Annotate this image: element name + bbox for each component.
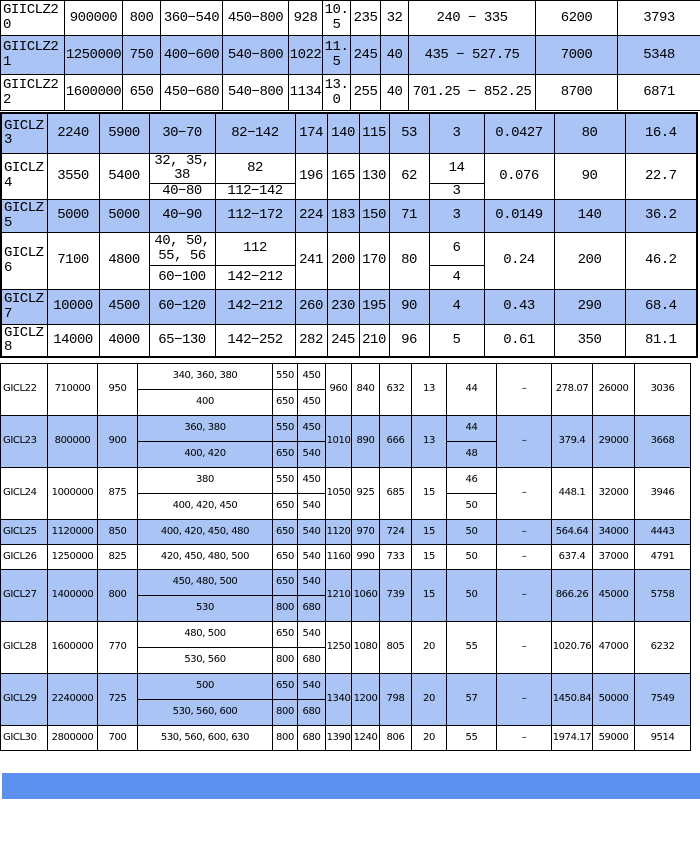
model-cell: GICLZ3 [1, 113, 47, 153]
f-cell: 5348 [618, 36, 700, 75]
speed-cell: 800 [123, 1, 161, 36]
l2-cell: 540 [298, 674, 326, 700]
B-cell: 80 [389, 232, 429, 289]
f-cell: 26000 [593, 364, 635, 416]
bore-cell: 400 [138, 390, 273, 416]
d1-cell: 40−90 [149, 199, 215, 232]
d1-cell: 360−540 [161, 1, 223, 36]
model-cell: GICL30 [1, 726, 48, 751]
table-row [1, 570, 691, 596]
e-cell: 57 [447, 674, 497, 726]
dash-cell: – [497, 570, 552, 622]
dash-cell: – [497, 726, 552, 751]
D2-cell: 733 [380, 545, 412, 570]
D-cell: 1050 [326, 468, 352, 520]
dash-cell: – [497, 364, 552, 416]
b-cell: 40 [381, 75, 409, 111]
I-cell: 0.61 [484, 324, 554, 357]
l2-cell: 540 [298, 494, 326, 520]
l2-cell: 540 [298, 545, 326, 570]
dash-cell: – [497, 520, 552, 545]
inertia-cell: 278.07 [552, 364, 593, 416]
D1-cell: 970 [352, 520, 380, 545]
C-cell: 15 [412, 520, 447, 545]
n-cell: 3 [429, 113, 484, 153]
I-cell: 0.43 [484, 289, 554, 324]
l1-cell: 650 [273, 442, 298, 468]
bore-cell: 530 [138, 596, 273, 622]
D1-cell: 840 [352, 364, 380, 416]
model-cell: GICL24 [1, 468, 48, 520]
speed-cell: 5000 [99, 199, 149, 232]
model-cell: GIICLZ22 [1, 75, 65, 111]
spec-table-giclz [0, 112, 698, 358]
d2-cell: 82 [215, 153, 295, 183]
dash-cell: – [497, 416, 552, 468]
m-cell: 80 [554, 113, 625, 153]
l2-cell: 450 [298, 364, 326, 390]
B-cell: 71 [389, 199, 429, 232]
d2-cell: 142−212 [215, 265, 295, 289]
table-row [1, 113, 697, 153]
table-row [1, 324, 697, 357]
m-cell: 13.0 [323, 75, 351, 111]
l2-cell: 540 [298, 442, 326, 468]
l1-cell: 650 [273, 494, 298, 520]
l2-cell: 680 [298, 700, 326, 726]
d1-cell: 40−80 [149, 183, 215, 199]
weight-cell: 6232 [635, 622, 691, 674]
model-cell: GICL29 [1, 674, 48, 726]
b-cell: 40 [381, 36, 409, 75]
speed-cell: 725 [98, 674, 138, 726]
D-cell: 282 [295, 324, 327, 357]
d2-cell: 82−142 [215, 113, 295, 153]
f-cell: 59000 [593, 726, 635, 751]
torque-cell: 2240000 [48, 674, 98, 726]
l2-cell: 450 [298, 390, 326, 416]
table-row [1, 622, 691, 648]
table-row [1, 153, 697, 183]
B-cell: 90 [389, 289, 429, 324]
a-cell: 255 [351, 75, 381, 111]
c-cell: 701.25 − 852.25 [409, 75, 536, 111]
e-cell: 8700 [536, 75, 618, 111]
a-cell: 245 [351, 36, 381, 75]
L-cell: 130 [359, 153, 389, 199]
torque-cell: 7100 [47, 232, 99, 289]
I-cell: 0.0427 [484, 113, 554, 153]
inertia-cell: 448.1 [552, 468, 593, 520]
weight-cell: 5758 [635, 570, 691, 622]
e-cell: 50 [447, 520, 497, 545]
speed-cell: 900 [98, 416, 138, 468]
model-cell: GICL22 [1, 364, 48, 416]
m-cell: 290 [554, 289, 625, 324]
weight-cell: 4443 [635, 520, 691, 545]
e-cell: 55 [447, 726, 497, 751]
inertia-cell: 866.26 [552, 570, 593, 622]
table-row [1, 36, 700, 75]
torque-cell: 2240 [47, 113, 99, 153]
table-row [1, 364, 691, 390]
bore-cell: 480, 500 [138, 622, 273, 648]
dash-cell: – [497, 674, 552, 726]
D1-cell: 890 [352, 416, 380, 468]
table-row [1, 726, 691, 751]
table-row [1, 232, 697, 265]
f-cell: 34000 [593, 520, 635, 545]
D2-cell: 724 [380, 520, 412, 545]
D-cell: 928 [289, 1, 323, 36]
torque-cell: 1600000 [65, 75, 123, 111]
d2-cell: 112−142 [215, 183, 295, 199]
I-cell: 0.24 [484, 232, 554, 289]
torque-cell: 3550 [47, 153, 99, 199]
speed-cell: 950 [98, 364, 138, 416]
torque-cell: 1250000 [65, 36, 123, 75]
table-row [1, 674, 691, 700]
l1-cell: 650 [273, 520, 298, 545]
speed-cell: 5400 [99, 153, 149, 199]
e-cell: 55 [447, 622, 497, 674]
footer-bar [2, 773, 700, 799]
w-cell: 36.2 [625, 199, 697, 232]
speed-cell: 4800 [99, 232, 149, 289]
model-cell: GICL27 [1, 570, 48, 622]
D2-cell: 666 [380, 416, 412, 468]
table-row [1, 416, 691, 442]
model-cell: GICLZ7 [1, 289, 47, 324]
c-cell: 435 − 527.75 [409, 36, 536, 75]
e-cell: 50 [447, 570, 497, 622]
C-cell: 20 [412, 622, 447, 674]
f-cell: 45000 [593, 570, 635, 622]
model-cell: GIICLZ20 [1, 1, 65, 36]
D-cell: 224 [295, 199, 327, 232]
D1-cell: 990 [352, 545, 380, 570]
D-cell: 1022 [289, 36, 323, 75]
weight-cell: 3668 [635, 416, 691, 468]
w-cell: 46.2 [625, 232, 697, 289]
B-cell: 53 [389, 113, 429, 153]
torque-cell: 1000000 [48, 468, 98, 520]
speed-cell: 875 [98, 468, 138, 520]
D2-cell: 806 [380, 726, 412, 751]
b-cell: 32 [381, 1, 409, 36]
D2-cell: 632 [380, 364, 412, 416]
inertia-cell: 1974.17 [552, 726, 593, 751]
D-cell: 1390 [326, 726, 352, 751]
model-cell: GICL26 [1, 545, 48, 570]
table-row [1, 545, 691, 570]
f-cell: 50000 [593, 674, 635, 726]
l1-cell: 550 [273, 468, 298, 494]
d2-cell: 112 [215, 232, 295, 265]
n-cell: 3 [429, 183, 484, 199]
m-cell: 200 [554, 232, 625, 289]
d2-cell: 540−800 [223, 36, 289, 75]
l2-cell: 680 [298, 726, 326, 751]
table-row [1, 520, 691, 545]
n-cell: 4 [429, 265, 484, 289]
n-cell: 4 [429, 289, 484, 324]
C-cell: 20 [412, 726, 447, 751]
torque-cell: 900000 [65, 1, 123, 36]
l1-cell: 650 [273, 545, 298, 570]
inertia-cell: 564.64 [552, 520, 593, 545]
speed-cell: 4500 [99, 289, 149, 324]
B-cell: 96 [389, 324, 429, 357]
w-cell: 68.4 [625, 289, 697, 324]
speed-cell: 800 [98, 570, 138, 622]
speed-cell: 700 [98, 726, 138, 751]
L-cell: 115 [359, 113, 389, 153]
C-cell: 13 [412, 364, 447, 416]
l1-cell: 800 [273, 726, 298, 751]
e-cell: 50 [447, 494, 497, 520]
speed-cell: 4000 [99, 324, 149, 357]
torque-cell: 800000 [48, 416, 98, 468]
spec-table-gicl [0, 363, 691, 751]
speed-cell: 825 [98, 545, 138, 570]
D-cell: 1120 [326, 520, 352, 545]
D1-cell: 183 [327, 199, 359, 232]
torque-cell: 14000 [47, 324, 99, 357]
d2-cell: 142−212 [215, 289, 295, 324]
torque-cell: 5000 [47, 199, 99, 232]
model-cell: GICLZ5 [1, 199, 47, 232]
d1-cell: 450−680 [161, 75, 223, 111]
speed-cell: 650 [123, 75, 161, 111]
bore-cell: 530, 560, 600 [138, 700, 273, 726]
l1-cell: 800 [273, 648, 298, 674]
bore-cell: 450, 480, 500 [138, 570, 273, 596]
f-cell: 3793 [618, 1, 700, 36]
D1-cell: 200 [327, 232, 359, 289]
D1-cell: 140 [327, 113, 359, 153]
speed-cell: 770 [98, 622, 138, 674]
e-cell: 7000 [536, 36, 618, 75]
torque-cell: 1600000 [48, 622, 98, 674]
model-cell: GICLZ4 [1, 153, 47, 199]
m-cell: 11.5 [323, 36, 351, 75]
l2-cell: 450 [298, 468, 326, 494]
d2-cell: 142−252 [215, 324, 295, 357]
D-cell: 1250 [326, 622, 352, 674]
w-cell: 16.4 [625, 113, 697, 153]
D1-cell: 1200 [352, 674, 380, 726]
n-cell: 5 [429, 324, 484, 357]
table-row [1, 75, 700, 111]
bore-cell: 380 [138, 468, 273, 494]
bore-cell: 530, 560, 600, 630 [138, 726, 273, 751]
e-cell: 44 [447, 364, 497, 416]
n-cell: 6 [429, 232, 484, 265]
D1-cell: 1060 [352, 570, 380, 622]
weight-cell: 7549 [635, 674, 691, 726]
l2-cell: 680 [298, 648, 326, 674]
model-cell: GICLZ8 [1, 324, 47, 357]
d2-cell: 540−800 [223, 75, 289, 111]
l2-cell: 540 [298, 520, 326, 545]
D-cell: 260 [295, 289, 327, 324]
model-cell: GICL28 [1, 622, 48, 674]
w-cell: 22.7 [625, 153, 697, 199]
D1-cell: 1080 [352, 622, 380, 674]
table-row [1, 199, 697, 232]
table-row [1, 468, 691, 494]
L-cell: 170 [359, 232, 389, 289]
B-cell: 62 [389, 153, 429, 199]
m-cell: 140 [554, 199, 625, 232]
I-cell: 0.0149 [484, 199, 554, 232]
I-cell: 0.076 [484, 153, 554, 199]
model-cell: GICLZ6 [1, 232, 47, 289]
L-cell: 210 [359, 324, 389, 357]
D2-cell: 805 [380, 622, 412, 674]
l2-cell: 680 [298, 596, 326, 622]
n-cell: 3 [429, 199, 484, 232]
f-cell: 29000 [593, 416, 635, 468]
inertia-cell: 1450.84 [552, 674, 593, 726]
C-cell: 15 [412, 570, 447, 622]
torque-cell: 1250000 [48, 545, 98, 570]
D-cell: 1210 [326, 570, 352, 622]
L-cell: 150 [359, 199, 389, 232]
l1-cell: 550 [273, 364, 298, 390]
table-row [1, 1, 700, 36]
f-cell: 32000 [593, 468, 635, 520]
model-cell: GICL23 [1, 416, 48, 468]
D2-cell: 685 [380, 468, 412, 520]
torque-cell: 10000 [47, 289, 99, 324]
dash-cell: – [497, 468, 552, 520]
C-cell: 15 [412, 545, 447, 570]
model-cell: GICL25 [1, 520, 48, 545]
e-cell: 50 [447, 545, 497, 570]
L-cell: 195 [359, 289, 389, 324]
a-cell: 235 [351, 1, 381, 36]
C-cell: 20 [412, 674, 447, 726]
c-cell: 240 − 335 [409, 1, 536, 36]
w-cell: 81.1 [625, 324, 697, 357]
d2-cell: 450−800 [223, 1, 289, 36]
dash-cell: – [497, 545, 552, 570]
D1-cell: 165 [327, 153, 359, 199]
m-cell: 350 [554, 324, 625, 357]
torque-cell: 1400000 [48, 570, 98, 622]
bore-cell: 400, 420, 450 [138, 494, 273, 520]
d1-cell: 60−100 [149, 265, 215, 289]
bore-cell: 360, 380 [138, 416, 273, 442]
l1-cell: 800 [273, 596, 298, 622]
D-cell: 174 [295, 113, 327, 153]
D-cell: 960 [326, 364, 352, 416]
D-cell: 1340 [326, 674, 352, 726]
D-cell: 1134 [289, 75, 323, 111]
l1-cell: 650 [273, 674, 298, 700]
d2-cell: 112−172 [215, 199, 295, 232]
e-cell: 46 [447, 468, 497, 494]
n-cell: 14 [429, 153, 484, 183]
speed-cell: 850 [98, 520, 138, 545]
dash-cell: – [497, 622, 552, 674]
l1-cell: 800 [273, 700, 298, 726]
l1-cell: 650 [273, 622, 298, 648]
D-cell: 1160 [326, 545, 352, 570]
C-cell: 15 [412, 468, 447, 520]
bore-cell: 500 [138, 674, 273, 700]
spec-table-giiclz [0, 0, 700, 111]
d1-cell: 32, 35, 38 [149, 153, 215, 183]
inertia-cell: 379.4 [552, 416, 593, 468]
model-cell: GIICLZ21 [1, 36, 65, 75]
torque-cell: 2800000 [48, 726, 98, 751]
l2-cell: 450 [298, 416, 326, 442]
d1-cell: 60−120 [149, 289, 215, 324]
l1-cell: 550 [273, 416, 298, 442]
f-cell: 6871 [618, 75, 700, 111]
m-cell: 10.5 [323, 1, 351, 36]
D2-cell: 798 [380, 674, 412, 726]
speed-cell: 5900 [99, 113, 149, 153]
weight-cell: 3946 [635, 468, 691, 520]
d1-cell: 400−600 [161, 36, 223, 75]
bore-cell: 400, 420, 450, 480 [138, 520, 273, 545]
weight-cell: 9514 [635, 726, 691, 751]
D1-cell: 925 [352, 468, 380, 520]
bore-cell: 400, 420 [138, 442, 273, 468]
d1-cell: 65−130 [149, 324, 215, 357]
D-cell: 196 [295, 153, 327, 199]
D-cell: 241 [295, 232, 327, 289]
inertia-cell: 637.4 [552, 545, 593, 570]
e-cell: 6200 [536, 1, 618, 36]
inertia-cell: 1020.76 [552, 622, 593, 674]
bore-cell: 340, 360, 380 [138, 364, 273, 390]
weight-cell: 3036 [635, 364, 691, 416]
m-cell: 90 [554, 153, 625, 199]
l2-cell: 540 [298, 622, 326, 648]
d1-cell: 30−70 [149, 113, 215, 153]
l2-cell: 540 [298, 570, 326, 596]
bore-cell: 420, 450, 480, 500 [138, 545, 273, 570]
d1-cell: 40, 50, 55, 56 [149, 232, 215, 265]
bore-cell: 530, 560 [138, 648, 273, 674]
f-cell: 47000 [593, 622, 635, 674]
l1-cell: 650 [273, 390, 298, 416]
l1-cell: 650 [273, 570, 298, 596]
D-cell: 1010 [326, 416, 352, 468]
D1-cell: 230 [327, 289, 359, 324]
f-cell: 37000 [593, 545, 635, 570]
D1-cell: 1240 [352, 726, 380, 751]
torque-cell: 1120000 [48, 520, 98, 545]
D2-cell: 739 [380, 570, 412, 622]
speed-cell: 750 [123, 36, 161, 75]
e-cell: 48 [447, 442, 497, 468]
weight-cell: 4791 [635, 545, 691, 570]
D1-cell: 245 [327, 324, 359, 357]
torque-cell: 710000 [48, 364, 98, 416]
table-row [1, 289, 697, 324]
e-cell: 44 [447, 416, 497, 442]
C-cell: 13 [412, 416, 447, 468]
